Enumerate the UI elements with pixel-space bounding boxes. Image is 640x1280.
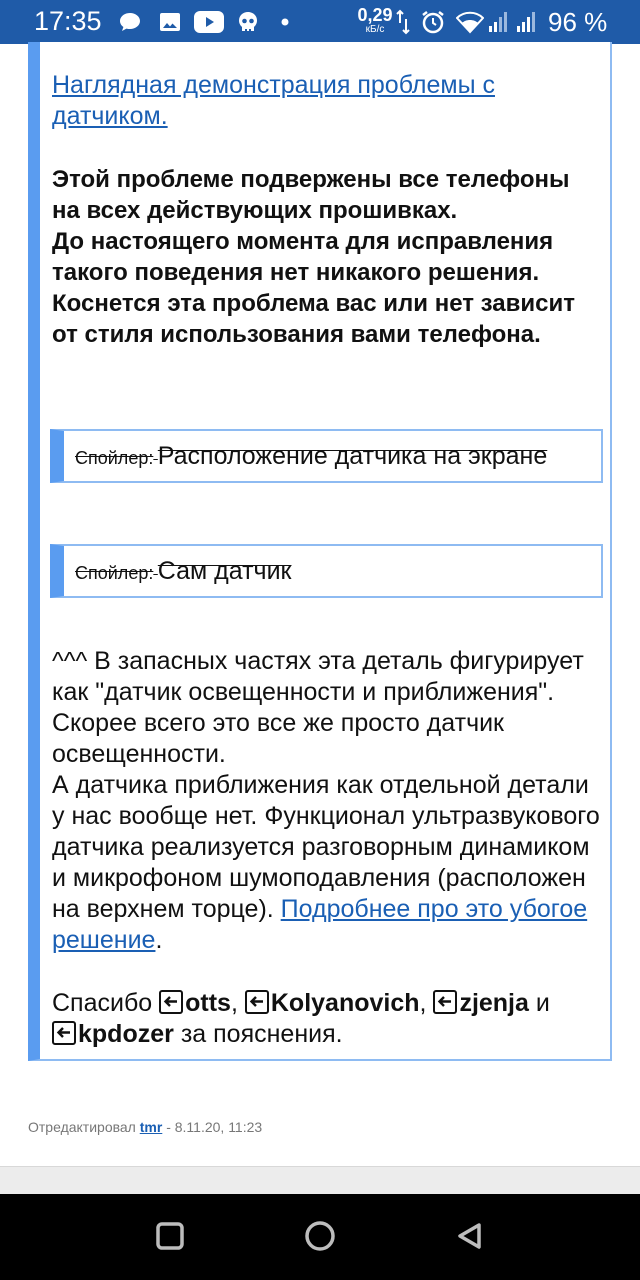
dot-icon <box>280 9 290 35</box>
alarm-icon <box>420 9 446 35</box>
data-arrows-icon <box>396 9 410 35</box>
warning-line-1: Этой проблеме подвержены все телефоны на всех действующих прошивках. <box>52 166 570 224</box>
explanation-text: А датчика приближения как отдельной детали у нас вообще нет. Функционал ультразвукового датчика реализуется разговорным динамиком и микрофоном шумоподавления (расположен на верхнем торце). <box>52 771 600 923</box>
thanks-suffix: за пояснения. <box>180 1020 343 1048</box>
thanks-paragraph <box>52 988 604 1050</box>
spoiler-sensor[interactable] <box>50 544 603 598</box>
spoiler-title: Сам датчик <box>157 557 292 585</box>
signal-icon <box>516 9 538 35</box>
user-name: otts <box>185 989 231 1017</box>
separator: , <box>419 989 427 1017</box>
recents-square-icon[interactable] <box>146 1212 194 1260</box>
net-speed-value: 0,29 <box>357 5 393 25</box>
spoiler-text <box>75 557 292 586</box>
thanks-prefix: Спасибо <box>52 989 153 1017</box>
spoiler-text <box>75 442 547 471</box>
spoiler-title: Расположение датчика на экране <box>157 442 548 470</box>
user-name: zjenja <box>459 989 529 1017</box>
navigation-bar <box>0 1194 640 1280</box>
user-mention[interactable] <box>159 989 231 1017</box>
section-divider <box>0 1166 640 1194</box>
user-mention[interactable] <box>245 989 420 1017</box>
user-name: Kolyanovich <box>270 989 420 1017</box>
status-time: 17:35 <box>34 6 102 36</box>
warning-line-2: До настоящего момента для исправления такого поведения нет никакого решения. <box>52 228 554 286</box>
wifi-icon <box>456 9 484 35</box>
user-mention-icon <box>52 1021 76 1045</box>
warning-paragraph <box>52 164 604 350</box>
spoiler-label: Спойлер: <box>75 448 154 468</box>
separator: , <box>230 989 238 1017</box>
status-bar <box>0 0 640 44</box>
demo-link[interactable]: Наглядная демонстрация проблемы с датчиком. <box>52 71 495 130</box>
demo-paragraph <box>52 70 604 132</box>
signal-icon <box>488 9 510 35</box>
explanation-paragraph <box>52 646 604 956</box>
back-triangle-icon[interactable] <box>446 1212 494 1260</box>
chat-icon <box>118 9 142 35</box>
net-speed-unit: кБ/с <box>365 24 385 35</box>
user-mention-icon <box>245 990 269 1014</box>
user-mention[interactable] <box>433 989 528 1017</box>
net-speed <box>352 6 398 35</box>
warning-line-3: Коснется эта проблема вас или нет зависит от стиля использования вами телефона. <box>52 290 575 348</box>
edited-note <box>28 1119 262 1135</box>
edited-prefix: Отредактировал <box>28 1119 136 1135</box>
gallery-icon <box>158 9 182 35</box>
explanation-end: . <box>155 926 163 954</box>
user-mention-icon <box>433 990 457 1014</box>
editor-link[interactable]: tmr <box>139 1119 163 1135</box>
home-circle-icon[interactable] <box>296 1212 344 1260</box>
youtube-icon <box>194 9 224 35</box>
skull-icon <box>236 9 260 35</box>
details-link[interactable]: Подробнее про это убогое решение <box>52 895 588 954</box>
spoiler-sensor-location[interactable] <box>50 429 603 483</box>
user-name: kpdozer <box>78 1020 174 1048</box>
spoiler-label: Спойлер: <box>75 563 154 583</box>
battery-level: 96 % <box>548 7 608 37</box>
thanks-conj: и <box>535 989 550 1017</box>
explanation-line-2 <box>52 770 604 956</box>
explanation-line-1: ^^^ В запасных частях эта деталь фигурирует как "датчик освещенности и приближения". Скорее всего это все же просто датчик освещенности. <box>52 647 584 768</box>
edited-date: - 8.11.20, 11:23 <box>166 1119 263 1135</box>
user-mention[interactable] <box>52 1020 174 1048</box>
user-mention-icon <box>159 990 183 1014</box>
